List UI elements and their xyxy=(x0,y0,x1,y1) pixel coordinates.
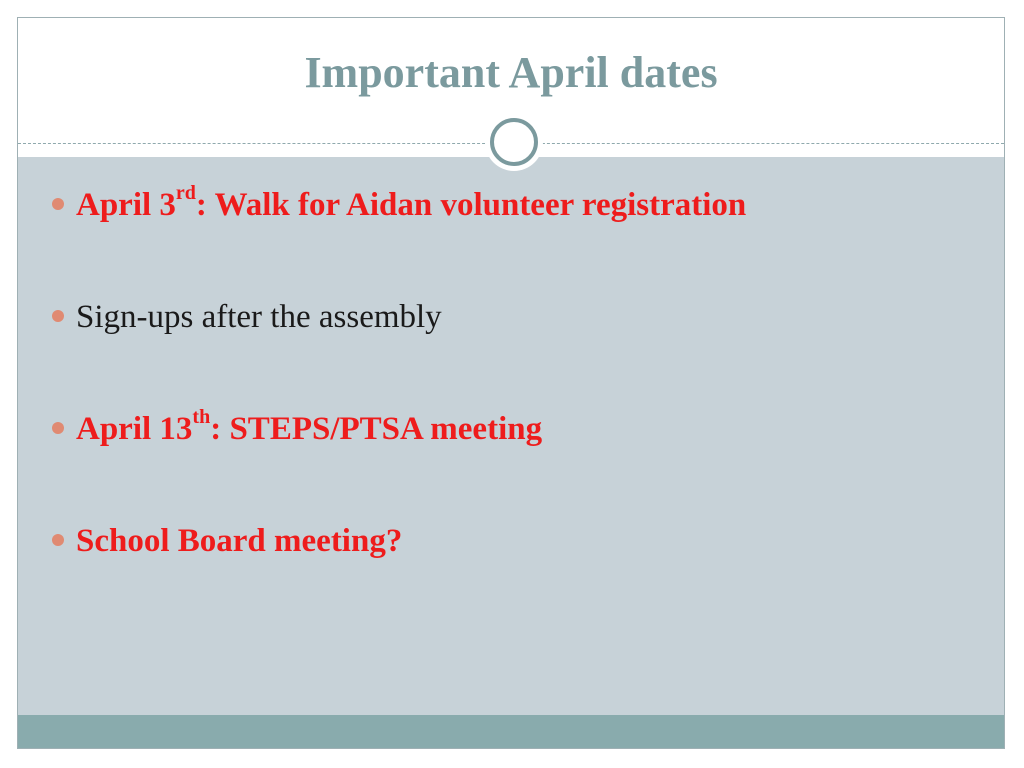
content-area xyxy=(18,157,1004,717)
bullet-dot-icon xyxy=(52,198,64,210)
bullet-text-rest: : STEPS/PTSA meeting xyxy=(210,411,543,447)
bullet-text-main: April 3 xyxy=(76,187,176,223)
bullet-steps-ptsa xyxy=(52,406,962,452)
bullet-dot-icon xyxy=(52,422,64,434)
bullet-text xyxy=(76,299,442,335)
bullet-text-superscript: th xyxy=(192,406,211,428)
slide-title: Important April dates xyxy=(304,48,718,97)
bullet-text xyxy=(76,182,747,223)
bullet-text xyxy=(76,406,543,447)
ring-icon xyxy=(490,118,538,166)
slide xyxy=(17,17,1005,749)
bullet-text-main: April 13 xyxy=(76,411,193,447)
bullet-school-board xyxy=(52,518,962,564)
bullet-dot-icon xyxy=(52,310,64,322)
bullet-text-superscript: rd xyxy=(175,182,196,204)
circle-ornament-icon xyxy=(485,113,543,171)
bullet-list xyxy=(52,182,962,630)
bullet-walk-for-aidan xyxy=(52,182,962,228)
bullet-dot-icon xyxy=(52,534,64,546)
bullet-sign-ups xyxy=(52,294,962,340)
bullet-text-main: Sign-ups after the assembly xyxy=(76,299,442,335)
bullet-text-main: School Board meeting? xyxy=(76,523,403,559)
bullet-text-rest: : Walk for Aidan volunteer registration xyxy=(195,187,747,223)
bullet-text xyxy=(76,523,402,559)
footer-band xyxy=(18,715,1004,748)
